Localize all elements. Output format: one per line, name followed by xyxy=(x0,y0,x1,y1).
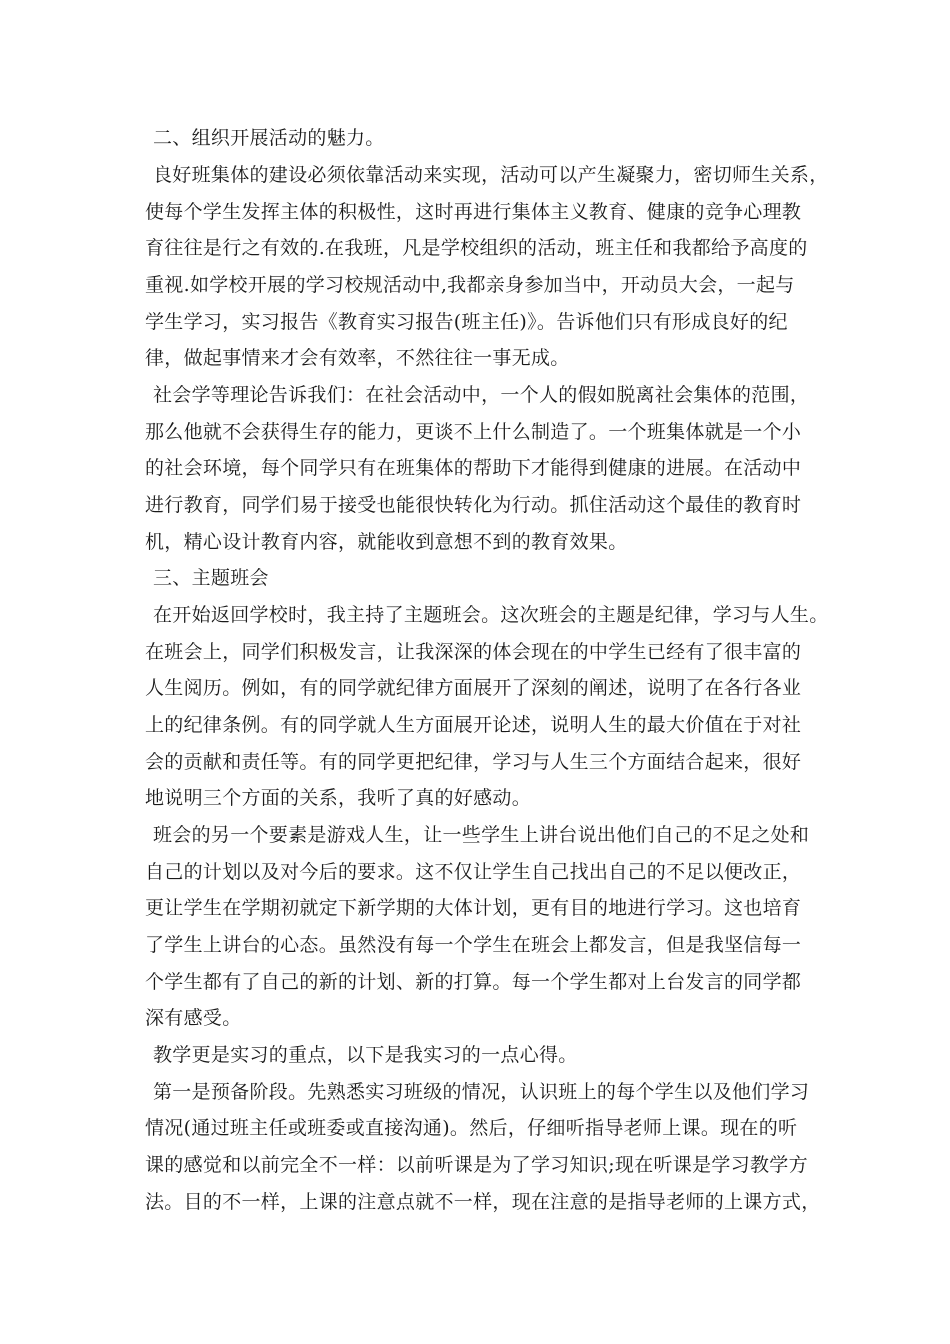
text-line: 那么他就不会获得生存的能力，更谈不上什么制造了。一个班集体就是一个小 xyxy=(145,421,802,443)
section-heading-3: 三、主题班会 xyxy=(153,567,269,589)
text-line: 社会学等理论告诉我们：在社会活动中，一个人的假如脱离社会集体的范围， xyxy=(153,384,810,406)
text-line: 自己的计划以及对今后的要求。这不仅让学生自己找出自己的不足以便改正， xyxy=(145,861,802,883)
text-line: 育往往是行之有效的.在我班，凡是学校组织的活动，班主任和我都给予高度的 xyxy=(145,237,808,259)
text-line: 法。目的不一样，上课的注意点就不一样，现在注意的是指导老师的上课方式， xyxy=(145,1191,821,1213)
text-line: 情况(通过班主任或班委或直接沟通)。然后，仔细听指导老师上课。现在的听 xyxy=(145,1117,798,1139)
text-line: 在班会上，同学们积极发言，让我深深的体会现在的中学生已经有了很丰富的 xyxy=(145,641,802,663)
text-line: 会的贡献和责任等。有的同学更把纪律，学习与人生三个方面结合起来，很好 xyxy=(145,751,802,773)
text-line: 班会的另一个要素是游戏人生，让一些学生上讲台说出他们自己的不足之处和 xyxy=(153,824,810,846)
text-line: 深有感受。 xyxy=(145,1007,242,1029)
text-line: 机，精心设计教育内容，就能收到意想不到的教育效果。 xyxy=(145,531,628,553)
text-line: 课的感觉和以前完全不一样：以前听课是为了学习知识;现在听课是学习教学方 xyxy=(145,1154,808,1176)
text-line: 进行教育，同学们易于接受也能很快转化为行动。抓住活动这个最佳的教育时 xyxy=(145,494,802,516)
text-line: 重视.如学校开展的学习校规活动中,我都亲身参加当中，开动员大会，一起与 xyxy=(145,274,795,296)
text-line: 学生学习，实习报告《教育实习报告(班主任)》。告诉他们只有形成良好的纪 xyxy=(145,311,788,333)
text-line: 教学更是实习的重点，以下是我实习的一点心得。 xyxy=(153,1044,578,1066)
text-line: 在开始返回学校时，我主持了主题班会。这次班会的主题是纪律，学习与人生。 xyxy=(153,604,829,626)
section-heading-2: 二、组织开展活动的魅力。 xyxy=(153,127,385,149)
text-line: 使每个学生发挥主体的积极性，这时再进行集体主义教育、健康的竞争心理教 xyxy=(145,201,802,223)
text-line: 良好班集体的建设必须依靠活动来实现，活动可以产生凝聚力，密切师生关系， xyxy=(153,164,829,186)
text-line: 律，做起事情来才会有效率，不然往往一事无成。 xyxy=(145,347,570,369)
text-line: 更让学生在学期初就定下新学期的大体计划，更有目的地进行学习。这也培育 xyxy=(145,897,802,919)
text-line: 了学生上讲台的心态。虽然没有每一个学生在班会上都发言，但是我坚信每一 xyxy=(145,934,802,956)
text-line: 第一是预备阶段。先熟悉实习班级的情况，认识班上的每个学生以及他们学习 xyxy=(153,1081,810,1103)
text-line: 上的纪律条例。有的同学就人生方面展开论述，说明人生的最大价值在于对社 xyxy=(145,714,802,736)
text-line: 个学生都有了自己的新的计划、新的打算。每一个学生都对上台发言的同学都 xyxy=(145,971,802,993)
text-line: 的社会环境，每个同学只有在班集体的帮助下才能得到健康的进展。在活动中 xyxy=(145,457,802,479)
text-line: 人生阅历。例如，有的同学就纪律方面展开了深刻的阐述，说明了在各行各业 xyxy=(145,677,802,699)
text-line: 地说明三个方面的关系，我听了真的好感动。 xyxy=(145,787,532,809)
